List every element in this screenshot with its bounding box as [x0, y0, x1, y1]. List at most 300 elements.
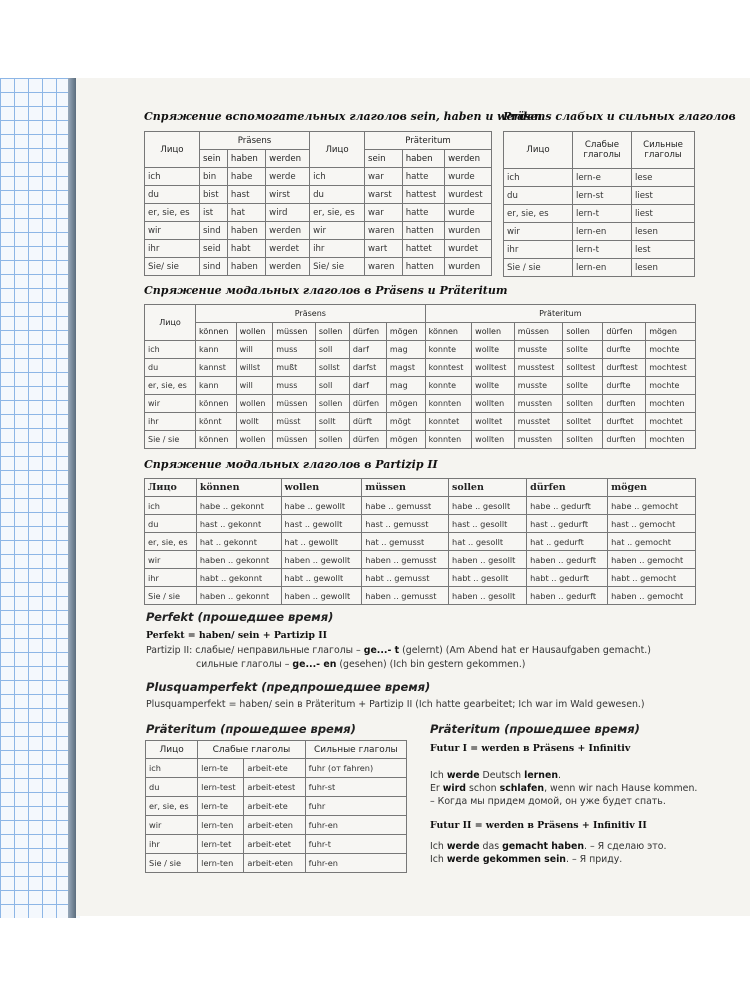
table-cell: mochten [646, 431, 696, 449]
table-cell: solltet [563, 413, 603, 431]
table-cell: lern-te [198, 759, 244, 778]
table-cell: wolltet [472, 413, 515, 431]
table-cell: habe .. gewollt [281, 497, 362, 515]
table-cell: konntet [425, 413, 472, 431]
weak-header-strong: Сильные глаголы [632, 132, 695, 169]
partizip-header: sollen [449, 479, 527, 497]
table-cell: durftet [603, 413, 646, 431]
text: Ich [430, 854, 447, 865]
praeteritum-table [145, 740, 407, 873]
table-cell: hast .. gemocht [608, 515, 696, 533]
table-cell: darf [349, 377, 386, 395]
partizip-header: können [196, 479, 281, 497]
table-cell: wolltest [472, 359, 515, 377]
table-cell: soll [315, 377, 349, 395]
table-row [145, 377, 696, 395]
table-cell: werden [266, 222, 310, 240]
table-cell: du [310, 186, 365, 204]
table-cell: waren [365, 222, 403, 240]
table-cell: hatten [402, 258, 444, 276]
table-cell: haben .. gedurft [527, 587, 608, 605]
table-cell: musste [514, 377, 563, 395]
table-cell: ihr [145, 569, 197, 587]
table-cell: wir [310, 222, 365, 240]
perfekt-heading: Perfekt (прошедшее время) [146, 610, 334, 624]
table-cell: hattet [402, 240, 444, 258]
table-cell: hatten [402, 222, 444, 240]
futur-heading: Präteritum (прошедшее время) [430, 722, 640, 736]
table-row [146, 854, 407, 873]
table-cell: hatte [402, 204, 444, 222]
table-cell: habe .. gemusst [362, 497, 449, 515]
aux-subheader: sein [199, 150, 227, 168]
table-row [504, 187, 695, 205]
table-cell: sollen [315, 395, 349, 413]
weak-strong-title: Präsens слабых и сильных глаголов [503, 110, 736, 123]
table-cell: Sie / sie [504, 259, 573, 277]
table-row [145, 497, 696, 515]
table-cell: hatte [402, 168, 444, 186]
table-cell: fuhr-en [305, 816, 406, 835]
modal-header-person: Лицо [145, 305, 196, 341]
table-cell: mochte [646, 341, 696, 359]
table-cell: hast .. gedurft [527, 515, 608, 533]
table-cell: musstest [514, 359, 563, 377]
aux-subheader: haben [227, 150, 265, 168]
table-cell: habe .. gemocht [608, 497, 696, 515]
table-row [145, 186, 492, 204]
table-row [146, 835, 407, 854]
table-cell: haben .. gekonnt [196, 587, 281, 605]
modal-header-praeteritum: Präteritum [425, 305, 695, 323]
table-row [146, 797, 407, 816]
aux-header-praesens: Präsens [199, 132, 309, 150]
perfekt-line-1 [146, 645, 651, 656]
table-row [145, 587, 696, 605]
table-cell: könnt [196, 413, 237, 431]
table-cell: lern-en [573, 259, 632, 277]
table-cell: hat .. gedurft [527, 533, 608, 551]
table-cell: liest [632, 187, 695, 205]
table-cell: habt .. gemocht [608, 569, 696, 587]
aux-subheader: werden [445, 150, 492, 168]
text: Ich [430, 770, 447, 781]
table-cell: Sie / sie [145, 431, 196, 449]
table-cell: sollte [563, 377, 603, 395]
table-cell: Sie/ sie [145, 258, 200, 276]
table-cell: konnte [425, 341, 472, 359]
table-cell: haben .. gesollt [449, 551, 527, 569]
table-cell: habe .. gedurft [527, 497, 608, 515]
table-cell: wurdest [445, 186, 492, 204]
table-cell: wurde [445, 168, 492, 186]
table-cell: mag [386, 341, 425, 359]
table-row [504, 241, 695, 259]
table-row [145, 204, 492, 222]
table-row [145, 431, 696, 449]
table-cell: lern-ten [198, 854, 244, 873]
table-cell: ihr [146, 835, 198, 854]
modal-subheader: sollen [563, 323, 603, 341]
table-cell: sind [199, 222, 227, 240]
table-cell: warst [365, 186, 403, 204]
perfekt-example-2: (gesehen) (Ich bin gestern gekommen.) [336, 659, 526, 670]
table-cell: ich [504, 169, 573, 187]
table-row [146, 778, 407, 797]
table-cell: mochten [646, 395, 696, 413]
table-cell: du [146, 778, 198, 797]
table-cell: dürft [349, 413, 386, 431]
table-cell: er, sie, es [310, 204, 365, 222]
perfekt-line-1-text: Partizip II: слабые/ неправильные глаголы – [146, 645, 364, 656]
table-cell: wollten [472, 395, 515, 413]
table-cell: wir [145, 395, 196, 413]
table-cell: er, sie, es [146, 797, 198, 816]
aux-subheader: haben [402, 150, 444, 168]
table-cell: hat .. gesollt [449, 533, 527, 551]
table-cell: ihr [310, 240, 365, 258]
table-cell: konnten [425, 431, 472, 449]
table-cell: müssen [273, 395, 316, 413]
table-cell: lern-ten [198, 816, 244, 835]
table-cell: fuhr [305, 797, 406, 816]
table-cell: habe .. gesollt [449, 497, 527, 515]
modal-subheader: wollen [236, 323, 273, 341]
table-cell: dürfen [349, 431, 386, 449]
text-bold: werde [446, 841, 480, 852]
table-cell: wollen [236, 431, 273, 449]
table-cell: hast .. gewollt [281, 515, 362, 533]
table-cell: liest [632, 205, 695, 223]
table-cell: mussten [514, 431, 563, 449]
table-cell: wird [266, 204, 310, 222]
table-cell: habe [227, 168, 265, 186]
table-cell: durfte [603, 377, 646, 395]
table-cell: werdet [266, 240, 310, 258]
table-cell: werde [266, 168, 310, 186]
perfekt-formula: Perfekt = haben/ sein + Partizip II [146, 630, 328, 641]
weak-strong-table [503, 131, 695, 277]
text: . [558, 770, 561, 781]
table-cell: lern-te [198, 797, 244, 816]
table-cell: sollt [315, 413, 349, 431]
table-cell: mochtet [646, 413, 696, 431]
table-cell: mögt [386, 413, 425, 431]
modal-subheader: dürfen [603, 323, 646, 341]
table-cell: mag [386, 377, 425, 395]
table-cell: dürfen [349, 395, 386, 413]
table-cell: ihr [145, 240, 200, 258]
table-cell: haben .. gewollt [281, 587, 362, 605]
table-row [145, 168, 492, 186]
table-row [145, 222, 492, 240]
table-cell: Sie/ sie [310, 258, 365, 276]
text-bold: werde gekommen sein [446, 854, 566, 865]
table-cell: habt .. gedurft [527, 569, 608, 587]
table-cell: kann [196, 377, 237, 395]
text: Ich [430, 841, 447, 852]
perfekt-example-1: (gelernt) (Am Abend hat er Hausaufgaben gemacht.) [399, 645, 651, 656]
table-cell: sind [199, 258, 227, 276]
text: das [479, 841, 503, 852]
table-cell: durfte [603, 341, 646, 359]
table-row [145, 395, 696, 413]
table-cell: lern-st [573, 187, 632, 205]
table-cell: habt .. gemusst [362, 569, 449, 587]
table-row [145, 515, 696, 533]
table-cell: müsst [273, 413, 316, 431]
table-cell: ich [145, 341, 196, 359]
table-cell: will [236, 341, 273, 359]
table-cell: mögen [386, 431, 425, 449]
table-cell: sollst [315, 359, 349, 377]
table-cell: müssen [273, 431, 316, 449]
partizip-header: mögen [608, 479, 696, 497]
table-cell: hast .. gemusst [362, 515, 449, 533]
table-cell: wollen [236, 395, 273, 413]
plusq-heading: Plusquamperfekt (предпрошедшее время) [146, 680, 431, 694]
table-cell: konnten [425, 395, 472, 413]
partizip-table [144, 478, 696, 605]
modal-subheader: wollen [472, 323, 515, 341]
table-cell: will [236, 377, 273, 395]
table-cell: konntest [425, 359, 472, 377]
table-cell: lern-t [573, 241, 632, 259]
plusq-line: Plusquamperfekt = haben/ sein в Präteritum + Partizip II (Ich hatte gearbeitet; Ich war im Wald gewesen.) [146, 699, 645, 710]
table-cell: du [504, 187, 573, 205]
table-cell: konnte [425, 377, 472, 395]
partizip-title: Спряжение модальных глаголов в Partizip II [144, 458, 438, 471]
table-row [146, 816, 407, 835]
table-cell: lest [632, 241, 695, 259]
table-cell: haben .. gedurft [527, 551, 608, 569]
table-cell: muss [273, 377, 316, 395]
table-cell: lese [632, 169, 695, 187]
modal-subheader: müssen [514, 323, 563, 341]
table-row [145, 569, 696, 587]
futur-1-formula: Futur I = werden в Präsens + Infinitiv [430, 743, 631, 754]
table-cell: er, sie, es [145, 533, 197, 551]
table-cell: wurden [445, 222, 492, 240]
table-cell: haben .. gemusst [362, 551, 449, 569]
table-cell: mochtest [646, 359, 696, 377]
table-cell: arbeit-eten [244, 854, 305, 873]
table-cell: durften [603, 395, 646, 413]
futur-2-formula: Futur II = werden в Präsens + Infinitiv II [430, 820, 647, 831]
modal-subheader: dürfen [349, 323, 386, 341]
table-row [504, 223, 695, 241]
table-cell: lern-e [573, 169, 632, 187]
table-cell: wirst [266, 186, 310, 204]
table-row [504, 259, 695, 277]
partizip-header: müssen [362, 479, 449, 497]
table-cell: lern-t [573, 205, 632, 223]
table-cell: kannst [196, 359, 237, 377]
table-cell: ich [145, 168, 200, 186]
table-cell: waren [365, 258, 403, 276]
praeteritum-heading: Präteritum (прошедшее время) [146, 722, 356, 736]
table-cell: ihr [504, 241, 573, 259]
text: Deutsch [479, 770, 525, 781]
table-cell: darfst [349, 359, 386, 377]
table-cell: haben [227, 222, 265, 240]
table-cell: du [145, 186, 200, 204]
aux-header-person: Лицо [145, 132, 200, 168]
table-cell: seid [199, 240, 227, 258]
table-cell: wir [146, 816, 198, 835]
table-cell: haben .. gekonnt [196, 551, 281, 569]
table-cell: er, sie, es [145, 377, 196, 395]
modal-title: Спряжение модальных глаголов в Präsens и Präteritum [144, 284, 508, 297]
table-cell: er, sie, es [504, 205, 573, 223]
table-cell: wollten [472, 431, 515, 449]
table-cell: wollt [236, 413, 273, 431]
table-cell: ich [145, 497, 197, 515]
table-cell: mußt [273, 359, 316, 377]
table-row [145, 258, 492, 276]
table-cell: Sie / sie [146, 854, 198, 873]
table-row [145, 533, 696, 551]
table-cell: bist [199, 186, 227, 204]
text-bold: schlafen [499, 783, 545, 794]
table-cell: arbeit-ete [244, 797, 305, 816]
table-cell: haben .. gewollt [281, 551, 362, 569]
table-cell: wir [504, 223, 573, 241]
table-cell: habt .. gekonnt [196, 569, 281, 587]
partizip-header: wollen [281, 479, 362, 497]
table-cell: magst [386, 359, 425, 377]
text: , wenn wir nach Hause kommen. [544, 783, 698, 794]
futur-1-example-2 [430, 783, 697, 794]
table-row [504, 205, 695, 223]
modal-verbs-table [144, 304, 696, 449]
table-cell: wart [365, 240, 403, 258]
table-row [145, 359, 696, 377]
text: . – Я сделаю это. [584, 841, 667, 852]
table-cell: habt [227, 240, 265, 258]
aux-subheader: werden [266, 150, 310, 168]
table-cell: arbeit-eten [244, 816, 305, 835]
table-cell: habt .. gewollt [281, 569, 362, 587]
aux-header-person-2: Лицо [310, 132, 365, 168]
table-cell: haben .. gemusst [362, 587, 449, 605]
text-bold: werde [446, 770, 480, 781]
table-cell: wurde [445, 204, 492, 222]
text-bold: lernen [524, 770, 559, 781]
table-cell: solltest [563, 359, 603, 377]
table-cell: können [196, 431, 237, 449]
perfekt-ending-strong: ge...- en [292, 659, 337, 670]
table-cell: soll [315, 341, 349, 359]
table-cell: wollte [472, 377, 515, 395]
table-cell: wir [145, 551, 197, 569]
table-cell: sollten [563, 431, 603, 449]
table-row [145, 551, 696, 569]
table-cell: durftest [603, 359, 646, 377]
table-cell: war [365, 204, 403, 222]
futur-2-example-1 [430, 841, 666, 852]
table-cell: lern-tet [198, 835, 244, 854]
weak-header-weak: Слабые глаголы [573, 132, 632, 169]
table-cell: arbeit-etest [244, 778, 305, 797]
table-cell: wollte [472, 341, 515, 359]
perfekt-line-2 [196, 659, 525, 670]
perfekt-ending-weak: ge...- t [363, 645, 400, 656]
praet-header-strong: Сильные глаголы [305, 741, 406, 759]
modal-subheader: können [196, 323, 237, 341]
table-cell: sollten [563, 395, 603, 413]
table-cell: fuhr-en [305, 854, 406, 873]
aux-subheader: sein [365, 150, 403, 168]
table-cell: mochte [646, 377, 696, 395]
table-cell: fuhr-t [305, 835, 406, 854]
table-cell: mussten [514, 395, 563, 413]
table-cell: haben .. gemocht [608, 587, 696, 605]
table-cell: haben [227, 258, 265, 276]
table-row [504, 169, 695, 187]
table-cell: können [196, 395, 237, 413]
table-cell: haben .. gemocht [608, 551, 696, 569]
table-cell: hat [227, 204, 265, 222]
table-cell: bin [199, 168, 227, 186]
table-cell: wurdet [445, 240, 492, 258]
table-cell: haben .. gesollt [449, 587, 527, 605]
table-cell: wir [145, 222, 200, 240]
table-cell: arbeit-ete [244, 759, 305, 778]
table-cell: mögen [386, 395, 425, 413]
table-cell: hat .. gemocht [608, 533, 696, 551]
table-cell: werden [266, 258, 310, 276]
table-cell: lesen [632, 259, 695, 277]
futur-1-example-1 [430, 770, 561, 781]
futur-2-example-2 [430, 854, 622, 865]
modal-subheader: mögen [386, 323, 425, 341]
table-cell: wurden [445, 258, 492, 276]
table-cell: ihr [145, 413, 196, 431]
table-cell: hattest [402, 186, 444, 204]
table-cell: lern-test [198, 778, 244, 797]
table-cell: muss [273, 341, 316, 359]
text: . – Я приду. [565, 854, 623, 865]
partizip-header: dürfen [527, 479, 608, 497]
table-cell: Sie / sie [145, 587, 197, 605]
table-cell: ich [310, 168, 365, 186]
aux-verbs-table [144, 131, 492, 276]
text-bold: gemacht haben [502, 841, 584, 852]
table-cell: durften [603, 431, 646, 449]
aux-title: Спряжение вспомогательных глаголов sein, haben и werden [144, 110, 543, 123]
table-row [145, 413, 696, 431]
table-cell: lern-en [573, 223, 632, 241]
modal-header-praesens: Präsens [196, 305, 426, 323]
table-cell: sollte [563, 341, 603, 359]
table-cell: habe .. gekonnt [196, 497, 281, 515]
table-cell: hast [227, 186, 265, 204]
futur-1-translation: – Когда мы придем домой, он уже будет спать. [430, 796, 666, 807]
table-cell: du [145, 515, 197, 533]
table-cell: musste [514, 341, 563, 359]
table-cell: hat .. gemusst [362, 533, 449, 551]
partizip-header: Лицо [145, 479, 197, 497]
table-row [145, 240, 492, 258]
text: schon [465, 783, 500, 794]
text-bold: wird [442, 783, 466, 794]
table-cell: kann [196, 341, 237, 359]
modal-subheader: mögen [646, 323, 696, 341]
text: Er [430, 783, 443, 794]
table-cell: hast .. gesollt [449, 515, 527, 533]
table-cell: musstet [514, 413, 563, 431]
